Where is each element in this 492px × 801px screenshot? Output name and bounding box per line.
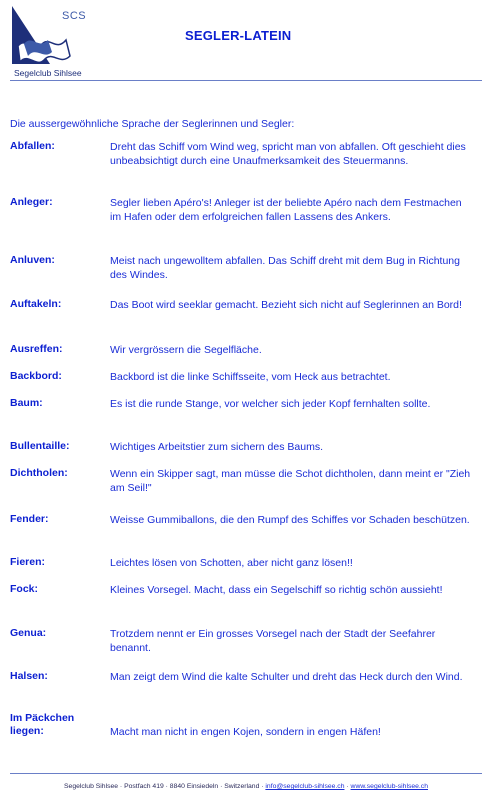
intro-text: Die aussergewöhnliche Sprache der Seglerinnen und Segler: xyxy=(10,118,295,130)
glossary-definition: Leichtes lösen von Schotten, aber nicht ganz lösen!! xyxy=(110,557,353,569)
footer-website-link[interactable]: www.segelclub-sihlsee.ch xyxy=(350,783,428,790)
club-logo xyxy=(10,4,88,78)
glossary-term: Fock: xyxy=(10,583,39,595)
glossary-definition: Man zeigt dem Wind die kalte Schulter und dreht das Heck durch den Wind. xyxy=(110,671,463,683)
glossary-definition: Trotzdem nennt er Ein grosses Vorsegel nach der Stadt der Seefahrer benannt. xyxy=(110,628,436,654)
header-divider xyxy=(10,80,482,81)
glossary-term: Fieren: xyxy=(10,556,46,568)
glossary-term: Auftakeln: xyxy=(10,298,62,310)
glossary-term: Fender: xyxy=(10,513,49,525)
footer-separator: · xyxy=(344,783,351,790)
footer-divider xyxy=(10,773,482,774)
glossary-term: Backbord: xyxy=(10,370,62,382)
glossary-definition: Das Boot wird seeklar gemacht. Bezieht sich nicht auf Seglerinnen an Bord! xyxy=(110,299,462,311)
logo-club-name: Segelclub Sihlsee xyxy=(14,68,82,78)
glossary-term: Baum: xyxy=(10,397,43,409)
page-title: SEGLER-LATEIN xyxy=(185,28,292,43)
glossary-definition: Wir vergrössern die Segelfläche. xyxy=(110,344,262,356)
page-footer xyxy=(0,783,492,790)
glossary-term: Abfallen: xyxy=(10,140,55,152)
footer-address: Segelclub Sihlsee · Postfach 419 · 8840 Einsiedeln · Switzerland · xyxy=(64,783,264,790)
glossary-term: Anleger: xyxy=(10,196,53,208)
glossary-definition: Segler lieben Apéro's! Anleger ist der beliebte Apéro nach dem Festmachen im Hafen oder dem erfolgreichen fallen Lassens des Ankers. xyxy=(110,197,462,223)
page-header xyxy=(0,0,492,82)
glossary-definition: Wichtiges Arbeitstier zum sichern des Baums. xyxy=(110,441,323,453)
glossary-definition: Kleines Vorsegel. Macht, dass ein Segelschiff so richtig schön aussieht! xyxy=(110,584,443,596)
glossary-term: Ausreffen: xyxy=(10,343,63,355)
glossary-term: Dichtholen: xyxy=(10,467,68,479)
glossary-term: Halsen: xyxy=(10,670,48,682)
glossary-definition: Meist nach ungewolltem abfallen. Das Schiff dreht mit dem Bug in Richtung des Windes. xyxy=(110,255,460,281)
glossary-term: Im Päckchen liegen: xyxy=(10,712,75,737)
footer-email-link[interactable]: info@segelclub-sihlsee.ch xyxy=(265,783,345,790)
glossary-definition: Dreht das Schiff vom Wind weg, spricht man von abfallen. Oft geschieht dies unbeabsichtigt durch eine Unaufmerksamkeit des Steuermanns. xyxy=(110,141,466,167)
glossary-definition: Es ist die runde Stange, vor welcher sich jeder Kopf fernhalten sollte. xyxy=(110,398,431,410)
glossary-term: Bullentaille: xyxy=(10,440,70,452)
glossary-definition: Macht man nicht in engen Kojen, sondern in engen Häfen! xyxy=(110,726,381,738)
glossary-definition: Wenn ein Skipper sagt, man müsse die Schot dichtholen, dann meint er "Zieh am Seil!" xyxy=(110,468,471,494)
glossary-definition: Weisse Gummiballons, die den Rumpf des Schiffes vor Schaden beschützen. xyxy=(110,514,470,526)
glossary-term: Genua: xyxy=(10,627,47,639)
logo-abbreviation: SCS xyxy=(62,10,87,22)
glossary-definition: Backbord ist die linke Schiffsseite, vom Heck aus betrachtet. xyxy=(110,371,391,383)
glossary-term: Anluven: xyxy=(10,254,55,266)
